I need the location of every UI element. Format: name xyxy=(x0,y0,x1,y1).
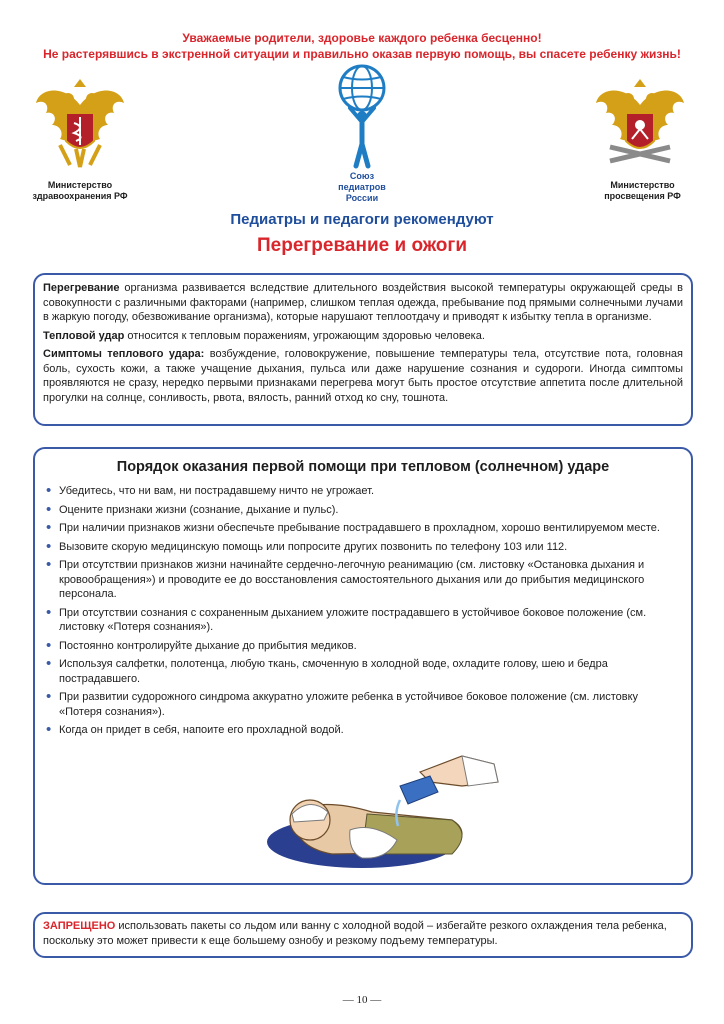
page-number: — 10 — xyxy=(342,994,382,1006)
ministry-education-caption: Министерство просвещения РФ xyxy=(604,180,681,201)
union-pediatricians-caption: Союз педиатров России xyxy=(338,171,386,203)
list-item: • При развитии судорожного синдрома аккуратно уложите ребенка в устойчивое боковое положение (см. листовку «Потеря сознания»). xyxy=(59,690,683,719)
forbidden-text: ЗАПРЕЩЕНО использовать пакеты со льдом или ванну с холодной водой – избегайте резкого охлаждения тела ребенка, поскольку это может привести к еще большему ознобу и резкому подъему температуры. xyxy=(43,920,667,947)
list-item: • При наличии признаков жизни обеспечьте пребывание пострадавшего в прохладном, хорошо вентилируемом месте. xyxy=(59,521,683,536)
list-item: • Убедитесь, что ни вам, ни пострадавшему ничто не угрожает. xyxy=(59,484,683,499)
header-line-2: Не растерявшись в экстренной ситуации и правильно оказав первую помощь, вы спасете ребенку жизнь! xyxy=(43,47,681,61)
list-item: • Вызовите скорую медицинскую помощь или попросите других позвонить по телефону 103 или 112. xyxy=(59,540,683,555)
recommend-heading: Педиатры и педагоги рекомендуют xyxy=(230,211,494,228)
first-aid-steps xyxy=(43,484,683,738)
heatstroke-paragraph: Тепловой удар относится к тепловым поражениям, угрожающим здоровью человека. xyxy=(43,329,485,342)
list-item: • Постоянно контролируйте дыхание до прибытия медиков. xyxy=(59,639,683,654)
symptoms-paragraph: Симптомы теплового удара: возбуждение, головокружение, повышение температуры тела, отсутствие пота, головная боль, сухость кожи, а также учащение дыхания, пульса или даже нарушение сознания и судороги. Иногда симптомы проявляются не сразу, нередко первыми признаками перегрева могут быть простое отсутствие аппетита после длительной прогулки на солнце, сонливость, рвота, вялость, ранний отход ко сну, тошнота. xyxy=(43,348,683,404)
overheating-paragraph: Перегревание организма развивается вследствие длительного воздействия высокой температуры окружающей среды в совокупности с различными факторами (например, слишком теплая одежда, пребывание под прямыми солнечными лучами в жаркую погоду, обезвоживание организма), которые нарушают теплоотдачу и приводят к избытку тепла в организме. xyxy=(43,282,683,323)
list-item: • Используя салфетки, полотенца, любую ткань, смоченную в холодной воде, охладите голову, шею и бедра пострадавшего. xyxy=(59,657,683,686)
list-item: • При отсутствии признаков жизни начинайте сердечно-легочную реанимацию (см. листовку «Остановка дыхания и кровообращения») и проводите ее до восстановления самостоятельного дыхания или до прибытия медицинского персонала. xyxy=(59,558,683,602)
page-title: Перегревание и ожоги xyxy=(257,235,467,256)
list-item: • Оцените признаки жизни (сознание, дыхание и пульс). xyxy=(59,503,683,518)
list-item: • При отсутствии сознания с сохраненным дыханием уложите пострадавшего в устойчивое боковое положение (см. листовку «Потеря сознания»). xyxy=(59,606,683,635)
header-line-1: Уважаемые родители, здоровье каждого ребенка бесценно! xyxy=(182,31,542,45)
warning-box xyxy=(33,912,693,958)
info-box xyxy=(33,273,693,426)
cooling-child-illustration xyxy=(262,742,502,872)
first-aid-title: Порядок оказания первой помощи при тепловом (солнечном) ударе xyxy=(116,459,610,475)
ministry-health-emblem-icon xyxy=(30,75,130,175)
ministry-education-emblem-icon xyxy=(590,75,690,175)
union-pediatricians-logo-icon xyxy=(332,62,392,174)
list-item: • Когда он придет в себя, напоите его прохладной водой. xyxy=(59,723,683,738)
ministry-health-caption: Министерство здравоохранения РФ xyxy=(32,180,128,201)
